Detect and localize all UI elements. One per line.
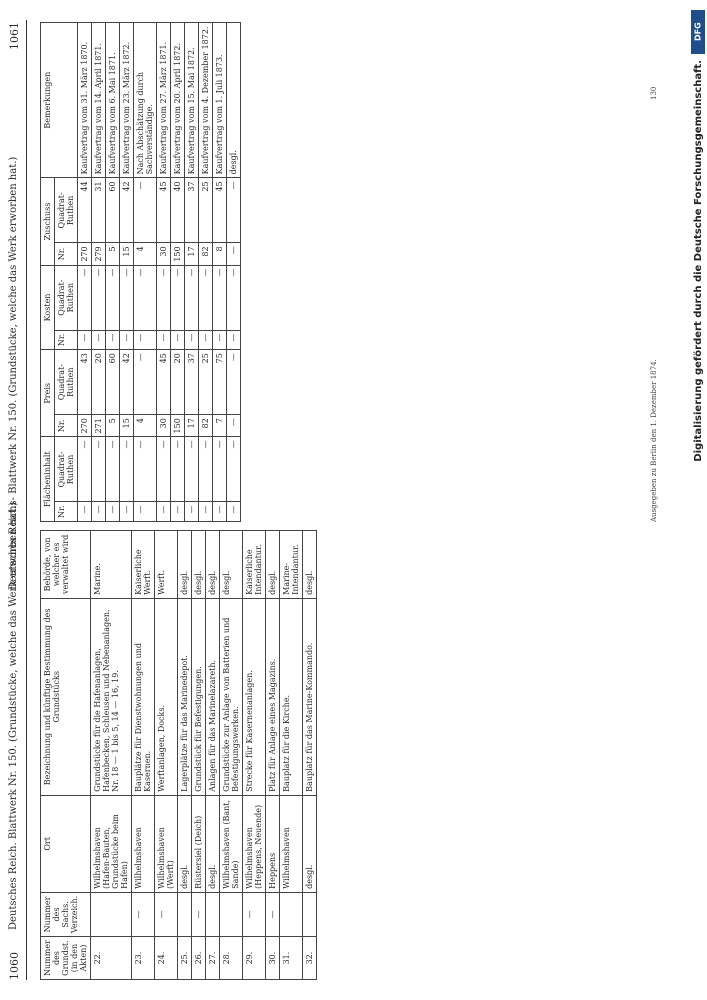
table-row xyxy=(266,531,280,980)
table-row xyxy=(92,23,106,522)
cell-ort: Wilhelmshaven (Heppens, Neuende) xyxy=(243,795,266,892)
table-row xyxy=(206,531,220,980)
cell-rem: desgl. xyxy=(227,23,241,178)
sub-header: Quadrat-Ruthen xyxy=(55,265,78,330)
cell-ort: Heppens xyxy=(266,795,280,892)
cell-rem: Kaufvertrag vom 14. April 1871. xyxy=(92,23,106,178)
cell-nr: 28. xyxy=(220,937,243,980)
cell-c2: — xyxy=(213,437,227,502)
cell-c2: — xyxy=(185,437,199,502)
cell-c3: 4 xyxy=(134,415,157,437)
group-header: Preis xyxy=(41,350,55,437)
cell-c4: — xyxy=(134,350,157,415)
cell-nr: 24. xyxy=(155,937,178,980)
cell-c4: 20 xyxy=(171,350,185,415)
cell-c1: — xyxy=(78,502,92,522)
cell-nr: 31. xyxy=(280,937,303,980)
table-row xyxy=(132,531,155,980)
cell-c5: — xyxy=(227,330,241,350)
cell-c6: — xyxy=(199,265,213,330)
cell-c2: — xyxy=(171,437,185,502)
cell-c3: 270 xyxy=(78,415,92,437)
cell-c4: — xyxy=(227,350,241,415)
table-row xyxy=(227,23,241,522)
cell-beh: desgl. xyxy=(266,531,280,599)
cell-sub xyxy=(91,892,132,936)
cell-c6: — xyxy=(227,265,241,330)
cell-ort: Wilhelmshaven (Werft) xyxy=(155,795,178,892)
cell-c5: — xyxy=(106,330,120,350)
cell-c7: 8 xyxy=(213,243,227,265)
header-right: Deutsches Reichs- Blattwerk Nr. 150. (Grundstücke, welche das Werk erworben hat.) xyxy=(8,156,19,590)
cell-c5: — xyxy=(120,330,134,350)
footnote-number: 130 xyxy=(650,86,658,100)
cell-nr: 27. xyxy=(206,937,220,980)
cell-nr: 25. xyxy=(178,937,192,980)
cell-c2: — xyxy=(199,437,213,502)
cell-rem: Kaufvertrag vom 31. März 1870. xyxy=(78,23,92,178)
cell-bez: Platz für Anlage eines Magazins. xyxy=(266,598,280,795)
cell-rem: Kaufvertrag vom 20. April 1872. xyxy=(171,23,185,178)
sub-header: Nr. xyxy=(55,243,78,265)
table-row xyxy=(78,23,92,522)
cell-sub xyxy=(220,892,243,936)
cell-sub xyxy=(206,892,220,936)
group-header: Flächeninhalt xyxy=(41,437,55,522)
dfg-logo: DFG xyxy=(691,10,705,54)
cell-c8: 37 xyxy=(185,178,199,243)
cell-c3: 271 xyxy=(92,415,106,437)
cell-c5: — xyxy=(213,330,227,350)
cell-rem: Nach Abschätzung durch Sachverständige. xyxy=(134,23,157,178)
cell-bez: Bauplätze für Dienstwohnungen und Kasernen. xyxy=(132,598,155,795)
cell-c8: 45 xyxy=(157,178,171,243)
cell-c1: — xyxy=(199,502,213,522)
cell-rem: Kaufvertrag vom 6. Mai 1871. xyxy=(106,23,120,178)
funding-note: Digitalisierung gefördert durch die Deutsche Forschungsgemeinschaft. xyxy=(692,60,704,462)
sub-header: Nr. xyxy=(55,502,78,522)
cell-c8: 31 xyxy=(92,178,106,243)
cell-ort: Rüstersiel (Deich) xyxy=(192,795,206,892)
cell-sub xyxy=(280,892,303,936)
cell-bez: Grundstücke zur Anlage von Batterien und Befestigungswerken. xyxy=(220,598,243,795)
group-header: Bemerkungen xyxy=(41,23,78,178)
cell-bez: Grundstück für Befestigungen. xyxy=(192,598,206,795)
cell-c7: 15 xyxy=(120,243,134,265)
cell-c3: — xyxy=(227,415,241,437)
cell-c6: — xyxy=(92,265,106,330)
cell-bez: Grundstücke für die Hafenanlagen, Hafenbecken, Schleusen und Nebenanlagen. Nr. 18 — 1 bis 5, 14 — 16, 19. xyxy=(91,598,132,795)
table-row xyxy=(220,531,243,980)
cell-bez: Anlagen für das Marinelazareth. xyxy=(206,598,220,795)
cell-c4: 60 xyxy=(106,350,120,415)
cell-c5: — xyxy=(78,330,92,350)
cell-c4: 75 xyxy=(213,350,227,415)
cell-c7: 4 xyxy=(134,243,157,265)
cell-nr: 23. xyxy=(132,937,155,980)
table-row xyxy=(134,23,157,522)
cell-c6: — xyxy=(185,265,199,330)
table-row xyxy=(213,23,227,522)
cell-bez: Bauplatz für die Kirche. xyxy=(280,598,303,795)
cell-c7: 5 xyxy=(106,243,120,265)
cell-rem: Kaufvertrag vom 23. März 1872. xyxy=(120,23,134,178)
table-row xyxy=(303,531,317,980)
cell-c8: 45 xyxy=(213,178,227,243)
cell-beh: desgl. xyxy=(303,531,317,599)
cell-c2: — xyxy=(106,437,120,502)
cell-c4: 37 xyxy=(185,350,199,415)
table-row xyxy=(185,23,199,522)
cell-c8: — xyxy=(227,178,241,243)
cell-nr: 30. xyxy=(266,937,280,980)
right-table xyxy=(40,22,241,522)
cell-nr: 32. xyxy=(303,937,317,980)
cell-c6: — xyxy=(78,265,92,330)
cell-c1: — xyxy=(106,502,120,522)
cell-c8: 40 xyxy=(171,178,185,243)
cell-bez: Lagerplätze für das Marinedepot. xyxy=(178,598,192,795)
cell-c1: — xyxy=(120,502,134,522)
cell-sub xyxy=(178,892,192,936)
cell-bez: Werftanlagen, Docks. xyxy=(155,598,178,795)
cell-c7: 279 xyxy=(92,243,106,265)
cell-ort: Wilhelmshaven xyxy=(280,795,303,892)
cell-rem: Kaufvertrag vom 1. Juli 1873. xyxy=(213,23,227,178)
group-header: Kosten xyxy=(41,265,55,350)
table-row xyxy=(199,23,213,522)
cell-c3: 82 xyxy=(199,415,213,437)
sub-header: Quadrat-Ruthen xyxy=(55,178,78,243)
cell-ort: desgl. xyxy=(206,795,220,892)
cell-nr: 26. xyxy=(192,937,206,980)
cell-c5: — xyxy=(199,330,213,350)
cell-c3: 30 xyxy=(157,415,171,437)
table-row xyxy=(178,531,192,980)
cell-nr: 22. xyxy=(91,937,132,980)
cell-c1: — xyxy=(185,502,199,522)
sub-header: Nr. xyxy=(55,415,78,437)
cell-c2: — xyxy=(157,437,171,502)
cell-ort: Wilhelmshaven xyxy=(132,795,155,892)
cell-sub xyxy=(303,892,317,936)
cell-c1: — xyxy=(171,502,185,522)
cell-c4: 45 xyxy=(157,350,171,415)
table-row xyxy=(280,531,303,980)
cell-c3: 5 xyxy=(106,415,120,437)
cell-c4: 42 xyxy=(120,350,134,415)
cell-c6: — xyxy=(120,265,134,330)
cell-sub: — xyxy=(243,892,266,936)
cell-beh: Marine. xyxy=(91,531,132,599)
cell-beh: desgl. xyxy=(220,531,243,599)
table-row xyxy=(192,531,206,980)
table-row xyxy=(120,23,134,522)
cell-c7: — xyxy=(227,243,241,265)
header-left: Deutsches Reich. Blattwerk Nr. 150. (Grundstücke, welche das Werk erworben hat.) xyxy=(8,502,19,930)
cell-c5: — xyxy=(171,330,185,350)
header-rule xyxy=(26,20,27,980)
cell-c7: 270 xyxy=(78,243,92,265)
cell-c8: — xyxy=(134,178,157,243)
cell-c5: — xyxy=(185,330,199,350)
cell-c2: — xyxy=(120,437,134,502)
table-row xyxy=(91,531,132,980)
col-header: Ort xyxy=(41,795,91,892)
col-header: Nummer des Sachs. Verzeich. xyxy=(41,892,91,936)
cell-beh: Marine-Intendantur. xyxy=(280,531,303,599)
sub-header: Quadrat-Ruthen xyxy=(55,437,78,502)
cell-c6: — xyxy=(213,265,227,330)
cell-sub: — xyxy=(132,892,155,936)
cell-nr: 29. xyxy=(243,937,266,980)
cell-c8: 60 xyxy=(106,178,120,243)
cell-beh: Werft. xyxy=(155,531,178,599)
cell-c7: 17 xyxy=(185,243,199,265)
cell-c2: — xyxy=(227,437,241,502)
group-header: Zuschuss xyxy=(41,178,55,265)
cell-c6: — xyxy=(106,265,120,330)
cell-c4: 20 xyxy=(92,350,106,415)
cell-bez: Bauplatz für das Marine-Kommando. xyxy=(303,598,317,795)
table-row xyxy=(106,23,120,522)
cell-c5: — xyxy=(134,330,157,350)
page-number-right: 1061 xyxy=(8,22,21,50)
sub-header: Nr. xyxy=(55,330,78,350)
cell-beh: Kaiserliche Werft. xyxy=(132,531,155,599)
cell-c3: 17 xyxy=(185,415,199,437)
cell-c6: — xyxy=(157,265,171,330)
col-header: Nummer des Grundst. (in den Akten) xyxy=(41,937,91,980)
cell-c1: — xyxy=(213,502,227,522)
cell-c6: — xyxy=(171,265,185,330)
cell-c2: — xyxy=(78,437,92,502)
cell-c7: 30 xyxy=(157,243,171,265)
cell-sub: — xyxy=(266,892,280,936)
cell-sub: — xyxy=(155,892,178,936)
cell-c3: 15 xyxy=(120,415,134,437)
table-row xyxy=(243,531,266,980)
cell-beh: desgl. xyxy=(206,531,220,599)
sub-header: Quadrat-Ruthen xyxy=(55,350,78,415)
cell-c8: 42 xyxy=(120,178,134,243)
cell-rem: Kaufvertrag vom 27. März 1871. xyxy=(157,23,171,178)
table-row xyxy=(171,23,185,522)
table-row xyxy=(157,23,171,522)
col-header: Bezeichnung und künftige Bestimmung des Grundstücks xyxy=(41,598,91,795)
cell-beh: desgl. xyxy=(178,531,192,599)
cell-c8: 44 xyxy=(78,178,92,243)
cell-c4: 43 xyxy=(78,350,92,415)
cell-c5: — xyxy=(157,330,171,350)
cell-c3: 150 xyxy=(171,415,185,437)
cell-rem: Kaufvertrag vom 15. Mai 1872. xyxy=(185,23,199,178)
cell-ort: Wilhelmshaven (Hafen-Bauten, Grundstücke beim Hafen) xyxy=(91,795,132,892)
left-table xyxy=(40,530,317,980)
cell-c6: — xyxy=(134,265,157,330)
cell-bez: Strecke für Kasernenanlagen. xyxy=(243,598,266,795)
footnote: Ausgegeben zu Berlin den 1. Dezember 1874. xyxy=(650,359,658,522)
cell-c2: — xyxy=(92,437,106,502)
cell-c7: 82 xyxy=(199,243,213,265)
cell-ort: desgl. xyxy=(303,795,317,892)
cell-c8: 25 xyxy=(199,178,213,243)
cell-sub: — xyxy=(192,892,206,936)
cell-c5: — xyxy=(92,330,106,350)
cell-beh: desgl. xyxy=(192,531,206,599)
cell-ort: desgl. xyxy=(178,795,192,892)
cell-c1: — xyxy=(92,502,106,522)
cell-c1: — xyxy=(227,502,241,522)
cell-c3: 7 xyxy=(213,415,227,437)
funding-sidebar xyxy=(690,10,706,840)
cell-beh: Kaiserliche Intendantur. xyxy=(243,531,266,599)
cell-c1: — xyxy=(157,502,171,522)
cell-c4: 25 xyxy=(199,350,213,415)
cell-rem: Kaufvertrag vom 4. Dezember 1872. xyxy=(199,23,213,178)
cell-ort: Wilhelmshaven (Bant, Sande) xyxy=(220,795,243,892)
table-row xyxy=(155,531,178,980)
page-number-left: 1060 xyxy=(8,952,21,980)
cell-c1: — xyxy=(134,502,157,522)
cell-c7: 150 xyxy=(171,243,185,265)
cell-c2: — xyxy=(134,437,157,502)
col-header: Behörde, von welcher es verwaltet wird xyxy=(41,531,91,599)
